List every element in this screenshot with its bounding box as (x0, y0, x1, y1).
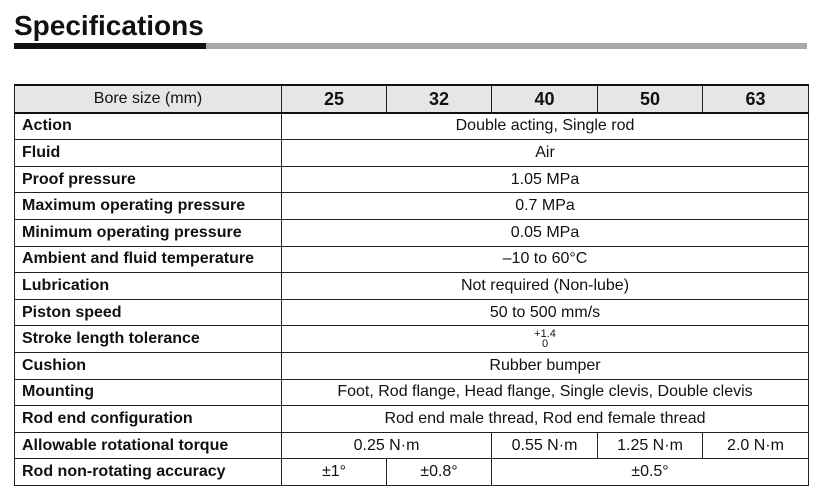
tolerance-stack (534, 329, 556, 349)
row-label-action: Action (15, 113, 282, 140)
row-value-mounting: Foot, Rod flange, Head flange, Single clevis, Double clevis (282, 379, 809, 406)
row-label-proof-pressure: Proof pressure (15, 166, 282, 193)
accuracy-value-40-63: ±0.5° (492, 459, 809, 486)
bore-size-header: Bore size (mm) (15, 85, 282, 113)
torque-value-50: 1.25 N·m (598, 432, 703, 459)
table-row (15, 166, 809, 193)
row-label-min-pressure: Minimum operating pressure (15, 219, 282, 246)
torque-value-25-32: 0.25 N·m (282, 432, 492, 459)
row-value-fluid: Air (282, 140, 809, 167)
accuracy-value-25: ±1° (282, 459, 387, 486)
table-row (15, 140, 809, 167)
bore-50-header: 50 (598, 85, 703, 113)
row-value-proof-pressure: 1.05 MPa (282, 166, 809, 193)
row-label-rod-end: Rod end configuration (15, 406, 282, 433)
bore-32-header: 32 (387, 85, 492, 113)
row-label-lubrication: Lubrication (15, 273, 282, 300)
title-underline-dark (14, 43, 206, 49)
row-label-cushion: Cushion (15, 352, 282, 379)
accuracy-value-32: ±0.8° (387, 459, 492, 486)
table-row (15, 299, 809, 326)
torque-value-63: 2.0 N·m (703, 432, 809, 459)
bore-40-header: 40 (492, 85, 598, 113)
row-value-lubrication: Not required (Non-lube) (282, 273, 809, 300)
table-row (15, 219, 809, 246)
torque-value-40: 0.55 N·m (492, 432, 598, 459)
row-label-fluid: Fluid (15, 140, 282, 167)
table-row (15, 459, 809, 486)
row-value-min-pressure: 0.05 MPa (282, 219, 809, 246)
row-value-action: Double acting, Single rod (282, 113, 809, 140)
row-value-temperature: –10 to 60°C (282, 246, 809, 273)
row-label-torque: Allowable rotational torque (15, 432, 282, 459)
row-label-mounting: Mounting (15, 379, 282, 406)
table-row (15, 193, 809, 220)
page-title: Specifications (14, 10, 204, 41)
bore-25-header: 25 (282, 85, 387, 113)
table-header-row (15, 85, 809, 113)
tolerance-lower: 0 (541, 338, 549, 351)
row-value-max-pressure: 0.7 MPa (282, 193, 809, 220)
table-row (15, 432, 809, 459)
table-row (15, 326, 809, 353)
row-label-temperature: Ambient and fluid temperature (15, 246, 282, 273)
row-label-accuracy: Rod non-rotating accuracy (15, 459, 282, 486)
table-row (15, 246, 809, 273)
bore-63-header: 63 (703, 85, 809, 113)
row-label-stroke-tolerance: Stroke length tolerance (15, 326, 282, 353)
row-value-piston-speed: 50 to 500 mm/s (282, 299, 809, 326)
title-underline-grey (206, 43, 807, 49)
tolerance-upper: +1.4 (534, 328, 556, 341)
table-row (15, 406, 809, 433)
row-value-rod-end: Rod end male thread, Rod end female thread (282, 406, 809, 433)
table-row (15, 273, 809, 300)
row-value-stroke-tolerance (282, 326, 809, 353)
specifications-table (14, 84, 809, 486)
table-row (15, 379, 809, 406)
row-label-piston-speed: Piston speed (15, 299, 282, 326)
row-label-max-pressure: Maximum operating pressure (15, 193, 282, 220)
row-value-cushion: Rubber bumper (282, 352, 809, 379)
table-row (15, 113, 809, 140)
table-row (15, 352, 809, 379)
